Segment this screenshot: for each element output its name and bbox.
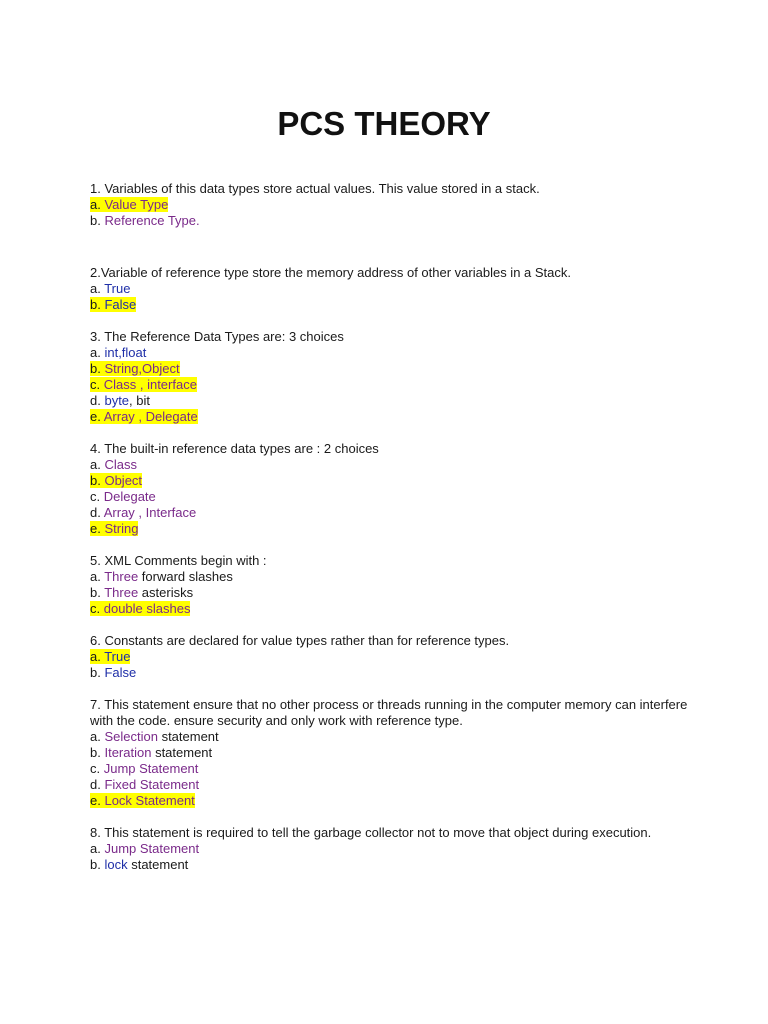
option-e: e. String [90,521,139,536]
option-e: e. Array , Delegate [90,409,198,424]
option-b: b. Object [90,473,143,488]
option-a: a. Selection statement [90,729,219,744]
option-a: a. True [90,281,131,296]
question-6 [90,633,690,681]
option-a: a. Class [90,457,137,472]
option-b: b. Iteration statement [90,745,213,760]
option-d: d. byte, bit [90,393,151,408]
option-c: c. double slashes [90,601,191,616]
option-b: b. False [90,665,137,680]
option-b: b. Three asterisks [90,585,194,600]
option-c: c. Jump Statement [90,761,199,776]
option-b: b. Reference Type. [90,213,200,228]
question-list [90,181,690,873]
option-d: d. Fixed Statement [90,777,200,792]
option-a: a. Value Type [90,197,169,212]
question-text: 6. Constants are declared for value types rather than for reference types. [90,633,510,648]
question-text: 5. XML Comments begin with : [90,553,267,568]
question-7 [90,697,690,809]
page-title: PCS THEORY [277,105,491,142]
option-a: a. Jump Statement [90,841,200,856]
question-text: 4. The built-in reference data types are : 2 choices [90,441,379,456]
question-2 [90,265,690,313]
question-3 [90,329,690,425]
option-d: d. Array , Interface [90,505,197,520]
question-5 [90,553,690,617]
option-b: b. False [90,297,137,312]
option-c: c. Class , interface [90,377,197,392]
option-a: a. True [90,649,131,664]
option-b: b. String,Object [90,361,180,376]
question-text: 1. Variables of this data types store actual values. This value stored in a stack. [90,181,540,196]
option-e: e. Lock Statement [90,793,195,808]
question-text: 2.Variable of reference type store the memory address of other variables in a Stack. [90,265,571,280]
question-text: 8. This statement is required to tell the garbage collector not to move that object during execution. [90,825,652,840]
option-a: a. int,float [90,345,147,360]
question-text: 3. The Reference Data Types are: 3 choices [90,329,344,344]
option-a: a. Three forward slashes [90,569,233,584]
question-text: 7. This statement ensure that no other process or threads running in the computer memory can interfere with the code. ensure security and only work with reference type. [90,697,691,728]
question-4 [90,441,690,537]
option-c: c. Delegate [90,489,156,504]
option-b: b. lock statement [90,857,189,872]
question-1 [90,181,690,229]
question-8 [90,825,690,873]
